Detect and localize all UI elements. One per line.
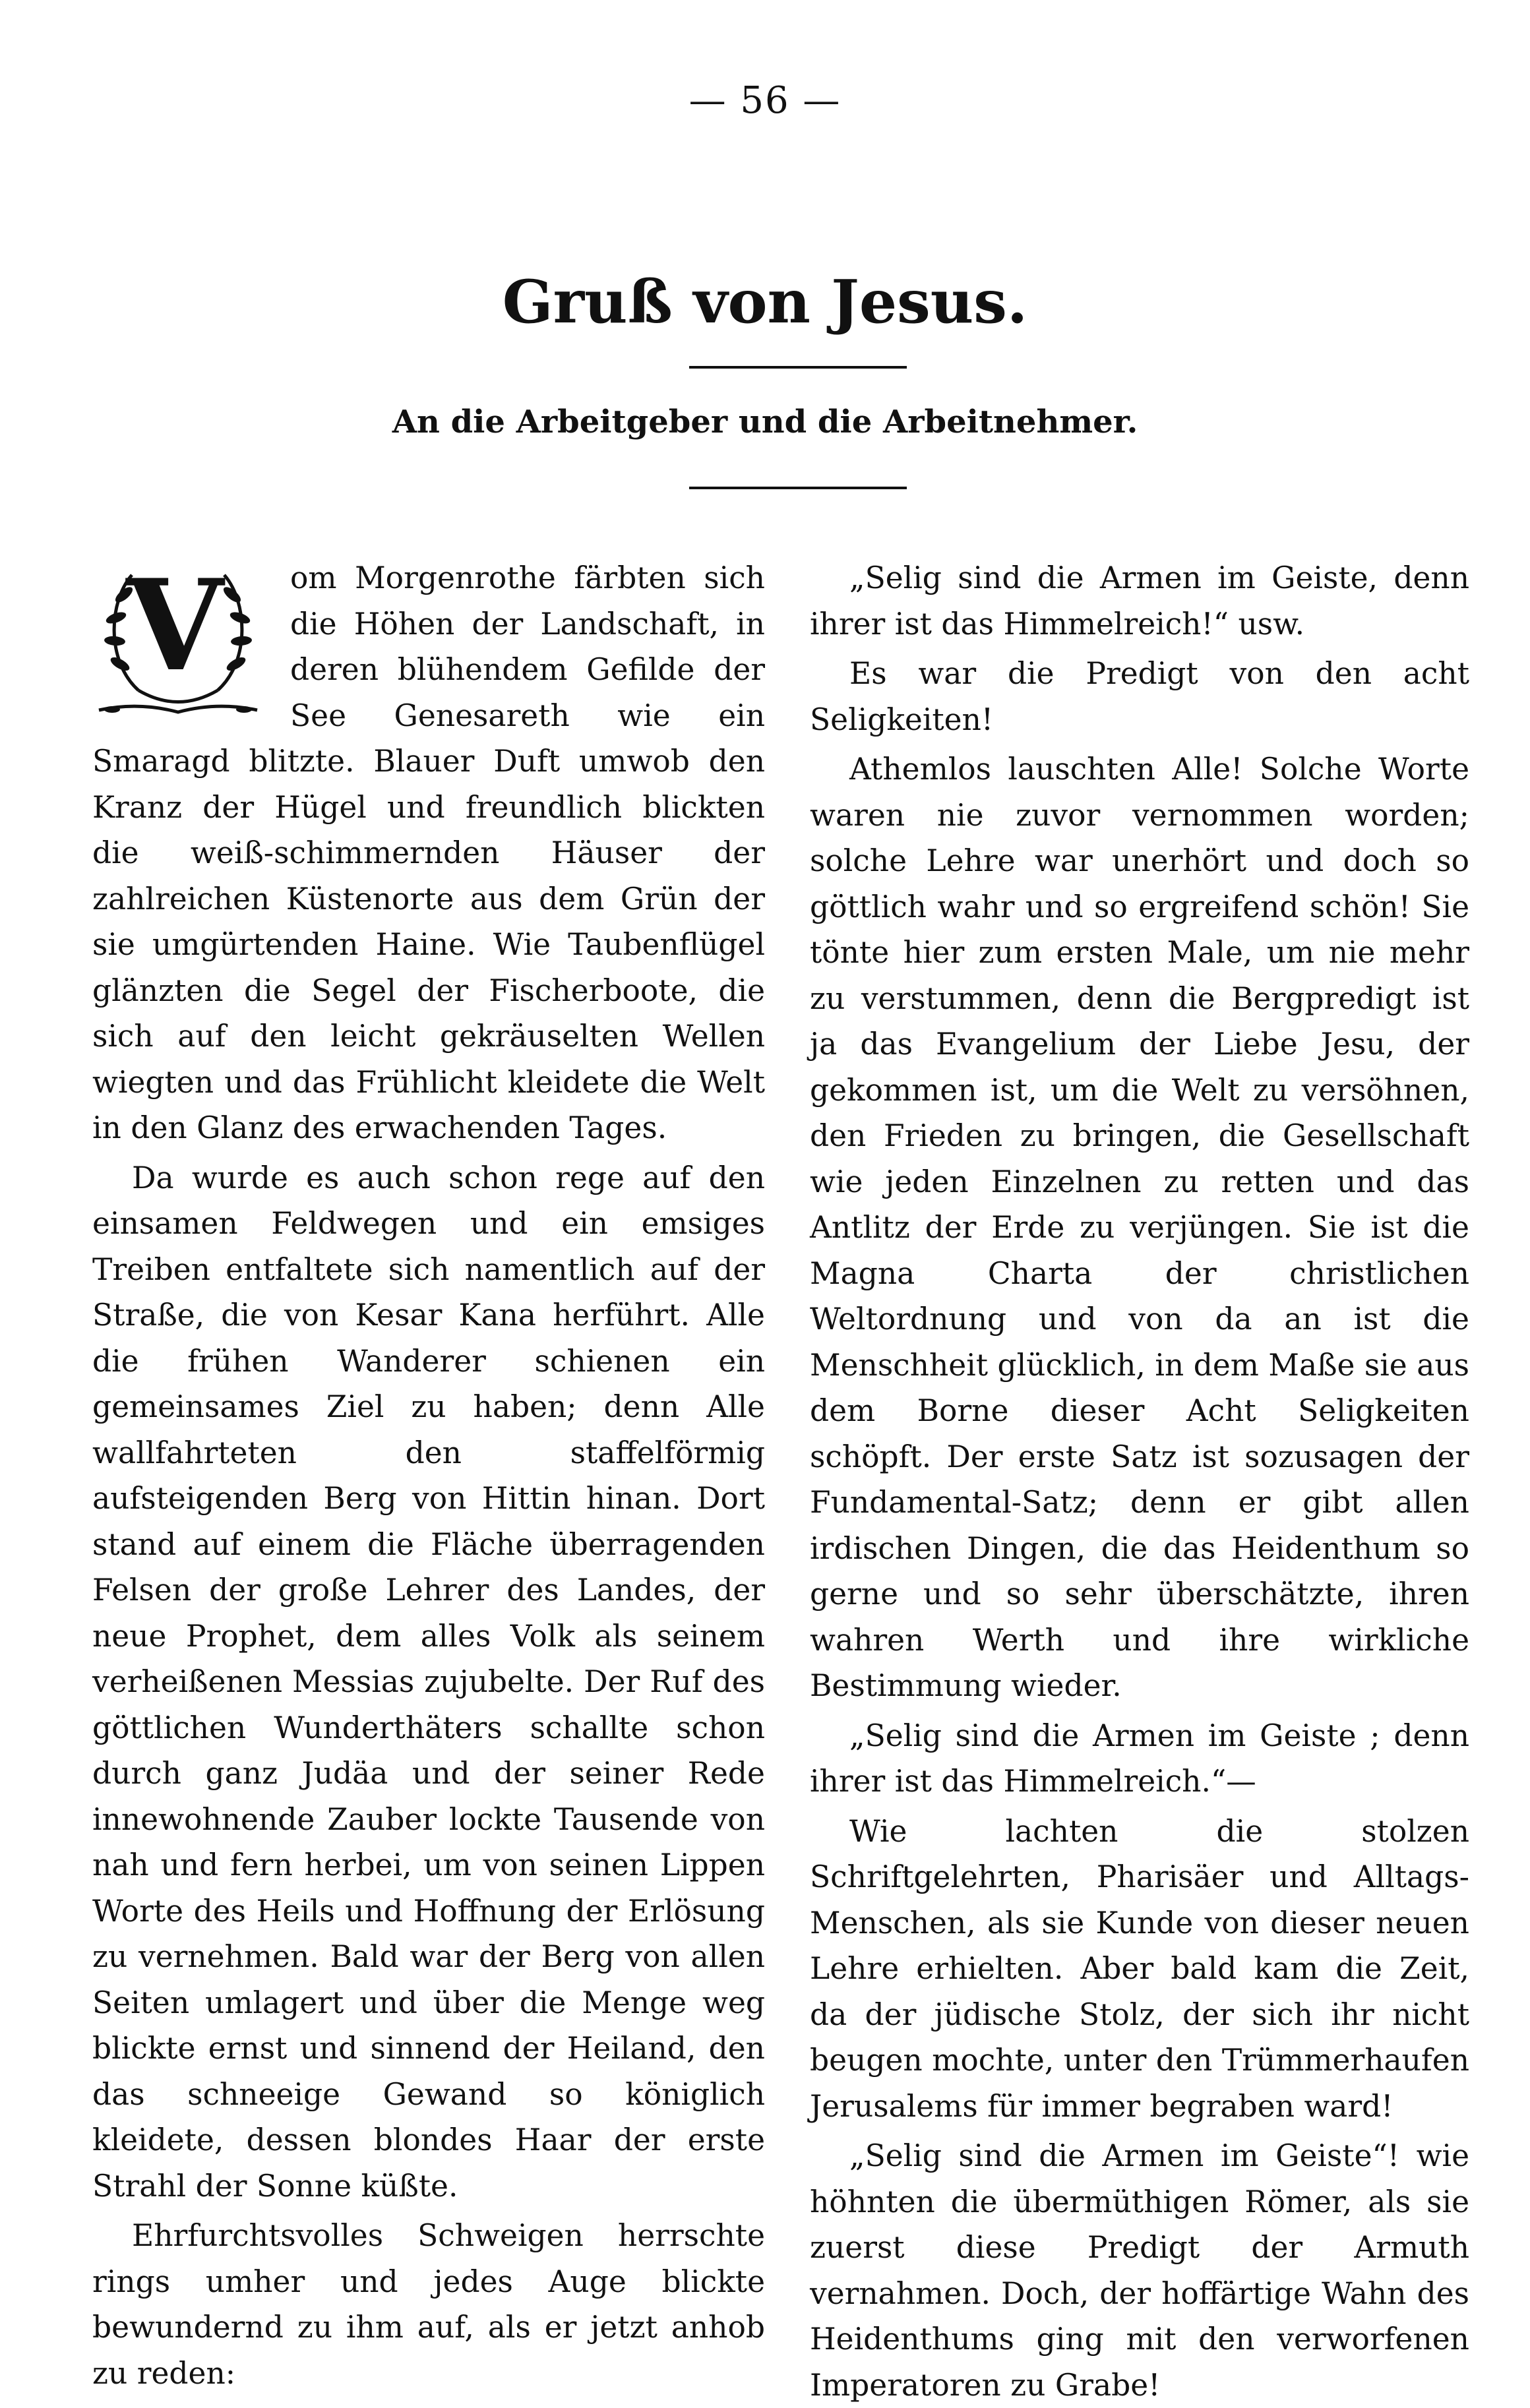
paragraph: Athemlos lauschten Alle! Solche Worte waren nie zuvor vernommen worden; solche Lehre war unerhört und doch so göttlich wahr und so ergreifend schön! Sie tönte hier zum ersten Male, um nie mehr zu verstummen, denn die Bergpredigt ist ja das Evangelium der Liebe Jesu, der gekommen ist, um die Welt zu versöhnen, den Frieden zu bringen, die Gesellschaft wie jeden Einzelnen zu retten und das Antlitz der Erde zu verjüngen. Sie ist die Magna Charta der christlichen Weltordnung und von da an ist die Menschheit glücklich, in dem Maße sie aus dem Borne dieser Acht Seligkeiten schöpft. Der erste Satz ist sozusagen der Fundamental-Satz; denn er gibt allen irdischen Dingen, die das Heidenthum so gerne und so sehr überschätzte, ihren wahren Werth und ihre wirkliche Bestimmung wieder. [810, 752, 1469, 1703]
paragraph: Es war die Predigt von den acht Seligkeiten! [810, 656, 1469, 737]
right-column [810, 555, 1469, 2408]
dropcap-letter: V [126, 552, 224, 699]
dropcap-ornament [92, 549, 277, 732]
paragraph-text: om Morgenrothe färbten sich die Höhen der Landschaft, in deren blühendem Gefilde der See Genesareth wie ein Smaragd blitzte. Blauer Duft umwob den Kranz der Hügel und freundlich blickten die weiß-schimmernden Häuser der zahlreichen Küstenorte aus dem Grün der sie umgürtenden Haine. Wie Taubenflügel glänzten die Segel der Fischerboote, die sich auf den leicht gekräuselten Wellen wiegten und das Frühlicht kleidete die Welt in den Glanz des erwachenden Tages. [92, 560, 765, 1145]
subtitle-divider [689, 487, 907, 489]
paragraph: Da wurde es auch schon rege auf den einsamen Feldwegen und ein emsiges Treiben entfaltete sich namentlich auf der Straße, die von Kesar Kana herführt. Alle die frühen Wanderer schienen ein gemeinsames Ziel zu haben; denn Alle wallfahrteten den staffelförmig aufsteigenden Berg von Hittin hinan. Dort stand auf einem die Fläche überragenden Felsen der große Lehrer des Landes, der neue Prophet, dem alles Volk als seinem verheißenen Messias zujubelte. Der Ruf des göttlichen Wunderthäters schallte schon durch ganz Judäa und der seiner Rede innewohnende Zauber lockte Tausende von nah und fern herbei, um von seinen Lippen Worte des Heils und Hoffnung der Erlösung zu vernehmen. Bald war der Berg von allen Seiten umlagert und über die Menge weg blickte ernst und sinnend der Heiland, den das schneeige Gewand so königlich kleidete, dessen blondes Haar der erste Strahl der Sonne küßte. [92, 1160, 765, 2204]
paragraph: „Selig sind die Armen im Geiste, denn ihrer ist das Himmelreich!“ usw. [810, 560, 1469, 642]
paragraph: „Selig sind die Armen im Geiste“! wie höhnten die übermüthigen Römer, als sie zuerst diese Predigt der Armuth vernahmen. Doch, der hoffärtige Wahn des Heidenthums ging mit den verworfenen Imperatoren zu Grabe! [810, 2138, 1469, 2403]
left-column [92, 552, 765, 2396]
paragraph [92, 552, 765, 1151]
page-title: Gruß von Jesus. [502, 267, 1028, 337]
paragraph: Ehrfurchtsvolles Schweigen herrschte rings umher und jedes Auge blickte bewundernd zu ihm auf, als er jetzt anhob zu reden: [92, 2218, 765, 2391]
paragraph: Wie lachten die stolzen Schriftgelehrten, Pharisäer und Alltags-Menschen, als sie Kunde von dieser neuen Lehre erhielten. Aber bald kam die Zeit, da der jüdische Stolz, der sich ihr nicht beugen mochte, unter den Trümmerhaufen Jerusalems für immer begraben ward! [810, 1813, 1469, 2124]
page-subtitle: An die Arbeitgeber und die Arbeitnehmer. [392, 404, 1138, 440]
page-number: — 56 — [688, 79, 842, 122]
paragraph: „Selig sind die Armen im Geiste ; denn ihrer ist das Himmelreich.“— [810, 1718, 1469, 1799]
title-divider [689, 366, 907, 369]
